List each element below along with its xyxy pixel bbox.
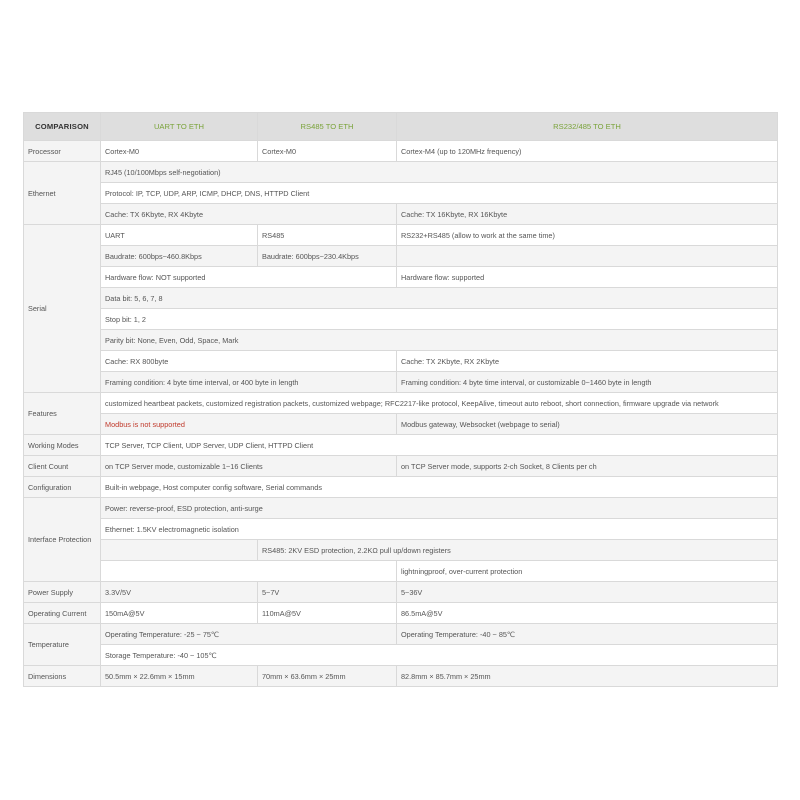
table-cell: Framing condition: 4 byte time interval, or 400 byte in length <box>101 372 397 393</box>
table-row <box>24 666 778 687</box>
table-cell: Cache: TX 16Kbyte, RX 16Kbyte <box>397 204 778 225</box>
table-cell: Data bit: 5, 6, 7, 8 <box>101 288 778 309</box>
table-cell: Operating Temperature: -40 ~ 85℃ <box>397 624 778 645</box>
table-cell: Stop bit: 1, 2 <box>101 309 778 330</box>
table-header <box>24 113 778 141</box>
table-cell: lightningproof, over-current protection <box>397 561 778 582</box>
row-label-configuration: Configuration <box>24 477 101 498</box>
table-cell: Built-in webpage, Host computer config software, Serial commands <box>101 477 778 498</box>
row-label-power-supply: Power Supply <box>24 582 101 603</box>
table-row <box>24 498 778 519</box>
table-cell: 70mm × 63.6mm × 25mm <box>258 666 397 687</box>
table-cell: 150mA@5V <box>101 603 258 624</box>
table-row <box>24 288 778 309</box>
table-cell: Baudrate: 600bps~460.8Kbps <box>101 246 258 267</box>
row-label-dimensions: Dimensions <box>24 666 101 687</box>
table-cell: Ethernet: 1.5KV electromagnetic isolation <box>101 519 778 540</box>
table-row <box>24 456 778 477</box>
header-uart-to-eth: UART TO ETH <box>101 113 258 141</box>
table-row <box>24 582 778 603</box>
table-cell: RS485: 2KV ESD protection, 2.2KΩ pull up/down registers <box>258 540 778 561</box>
table-cell: customized heartbeat packets, customized registration packets, customized webpage; RFC2217-like protocol, KeepAlive, timeout auto reboot, short connection, firmware upgrade via network <box>101 393 778 414</box>
table-row <box>24 162 778 183</box>
table-cell: 5~7V <box>258 582 397 603</box>
table-row <box>24 624 778 645</box>
table-cell: 82.8mm × 85.7mm × 25mm <box>397 666 778 687</box>
table-cell: Cortex-M0 <box>258 141 397 162</box>
row-label-operating-current: Operating Current <box>24 603 101 624</box>
row-label-ethernet: Ethernet <box>24 162 101 225</box>
table-cell: UART <box>101 225 258 246</box>
row-label-features: Features <box>24 393 101 435</box>
table-cell: RS232+RS485 (allow to work at the same time) <box>397 225 778 246</box>
table-cell: Baudrate: 600bps~230.4Kbps <box>258 246 397 267</box>
empty-cell <box>101 540 258 561</box>
table-row <box>24 540 778 561</box>
table-row <box>24 309 778 330</box>
table-cell: RJ45 (10/100Mbps self-negotiation) <box>101 162 778 183</box>
table-row <box>24 435 778 456</box>
table-cell: on TCP Server mode, supports 2-ch Socket, 8 Clients per ch <box>397 456 778 477</box>
table-cell: Hardware flow: supported <box>397 267 778 288</box>
table-row <box>24 519 778 540</box>
header-rs485-to-eth: RS485 TO ETH <box>258 113 397 141</box>
header-rs232-485-to-eth: RS232/485 TO ETH <box>397 113 778 141</box>
table-cell: Cortex-M4 (up to 120MHz frequency) <box>397 141 778 162</box>
table-row <box>24 561 778 582</box>
table-cell: Protocol: IP, TCP, UDP, ARP, ICMP, DHCP, DNS, HTTPD Client <box>101 183 778 204</box>
table-row <box>24 393 778 414</box>
table-cell: Cortex-M0 <box>101 141 258 162</box>
row-label-processor: Processor <box>24 141 101 162</box>
row-label-interface-protection: Interface Protection <box>24 498 101 582</box>
table-cell: 50.5mm × 22.6mm × 15mm <box>101 666 258 687</box>
header-comparison: COMPARISON <box>24 113 101 141</box>
table-cell: Modbus is not supported <box>101 414 397 435</box>
table-row <box>24 372 778 393</box>
table-row <box>24 246 778 267</box>
row-label-client-count: Client Count <box>24 456 101 477</box>
table-cell: Cache: TX 2Kbyte, RX 2Kbyte <box>397 351 778 372</box>
table-cell: on TCP Server mode, customizable 1~16 Clients <box>101 456 397 477</box>
table-cell: Power: reverse-proof, ESD protection, anti-surge <box>101 498 778 519</box>
table-cell: RS485 <box>258 225 397 246</box>
row-label-working-modes: Working Modes <box>24 435 101 456</box>
table-cell: Hardware flow: NOT supported <box>101 267 397 288</box>
table-row <box>24 645 778 666</box>
table-cell: Modbus gateway, Websocket (webpage to serial) <box>397 414 778 435</box>
table-row <box>24 351 778 372</box>
table-cell: Storage Temperature: -40 ~ 105℃ <box>101 645 778 666</box>
row-label-temperature: Temperature <box>24 624 101 666</box>
table-row <box>24 603 778 624</box>
table-row <box>24 414 778 435</box>
table-row <box>24 204 778 225</box>
table-row <box>24 225 778 246</box>
comparison-table <box>23 112 778 687</box>
table-row <box>24 477 778 498</box>
table-cell: 3.3V/5V <box>101 582 258 603</box>
table-row <box>24 183 778 204</box>
table-cell: Framing condition: 4 byte time interval, or customizable 0~1460 byte in length <box>397 372 778 393</box>
table-body <box>24 141 778 687</box>
table-cell: Cache: RX 800byte <box>101 351 397 372</box>
table-cell: 5~36V <box>397 582 778 603</box>
table-row <box>24 330 778 351</box>
table-cell: 110mA@5V <box>258 603 397 624</box>
table-cell: TCP Server, TCP Client, UDP Server, UDP Client, HTTPD Client <box>101 435 778 456</box>
empty-cell <box>101 561 397 582</box>
header-row <box>24 113 778 141</box>
table-row <box>24 141 778 162</box>
table-cell: Parity bit: None, Even, Odd, Space, Mark <box>101 330 778 351</box>
empty-cell <box>397 246 778 267</box>
table-row <box>24 267 778 288</box>
row-label-serial: Serial <box>24 225 101 393</box>
table-cell: 86.5mA@5V <box>397 603 778 624</box>
table-cell: Operating Temperature: -25 ~ 75℃ <box>101 624 397 645</box>
table-cell: Cache: TX 6Kbyte, RX 4Kbyte <box>101 204 397 225</box>
